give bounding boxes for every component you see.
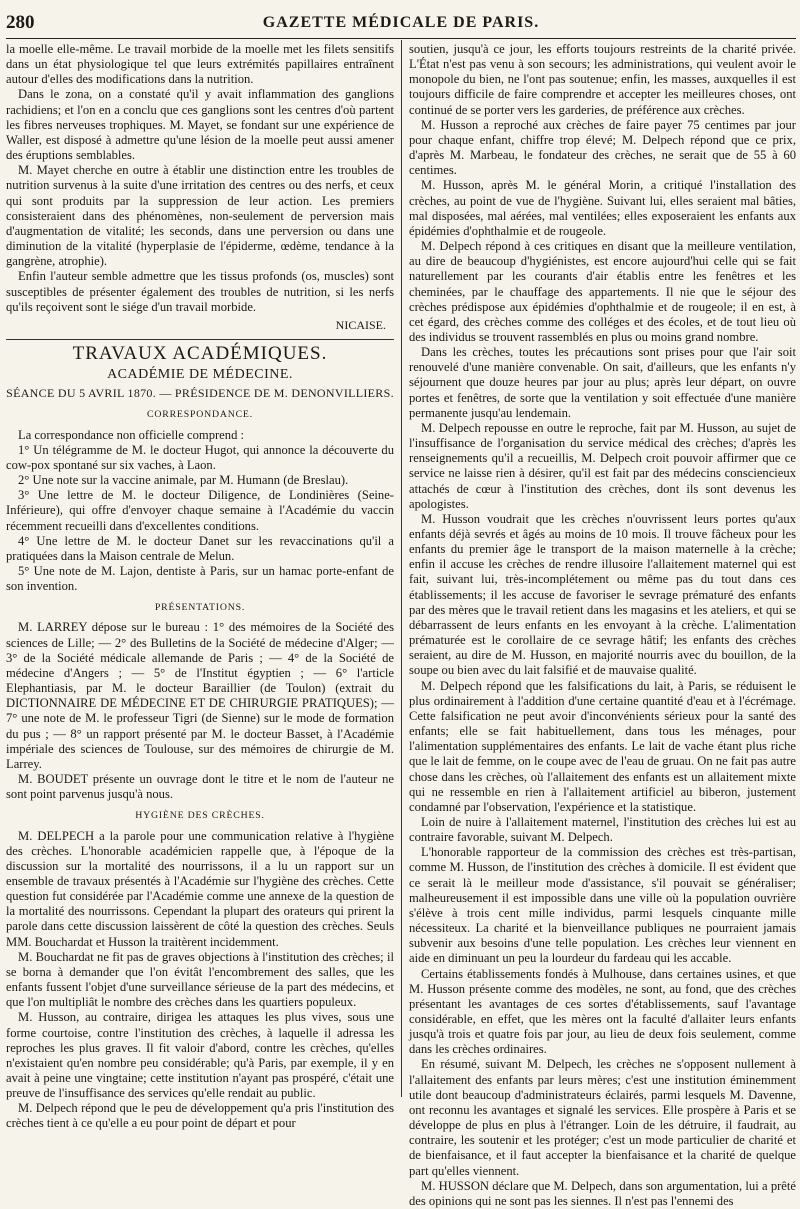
paragraph: M. Mayet cherche en outre à établir une distinction entre les troubles de nutrition survenus à la suite d'une irritation des centres ou des nerfs, et ceux qui sont produits par la suppression de leur action. Les premiers consisteraient dans des phénomènes, non-seulement de perversion mais d'augmentation de vitalité; les seconds, dans une perversion ou dans une diminution de la vitalité (hyperplasie de l'épiderme, œdème, tendance à la gangrène, atrophie). [6, 163, 394, 269]
list-item: 3° Une lettre de M. le docteur Diligence, de Londinières (Seine-Inférieure), qui offre d'envoyer chaque semaine à l'Académie du vaccin récemment recueilli dans d'excellentes conditions. [6, 488, 394, 533]
paragraph: L'honorable rapporteur de la commission des crèches est très-partisan, comme M. Husson, de l'institution des crèches à domicile. Il est évident que ce serait là le meilleur mode d'assistance, s'il pouvait se généraliser; malheureusement il est impossible dans une ville où la population ouvrière s'élève à trois cent mille individus, parmi lesquels cinquante mille nécessiteux. La charité et la bienveillance publiques ne pourraient jamais subvenir aux besoins d'une telle population. Les crèches leur viennent en aide en diminuant un peu la lourdeur du fardeau qui les accable. [409, 845, 796, 966]
running-title: GAZETTE MÉDICALE DE PARIS. [262, 14, 540, 31]
session-heading: SÉANCE DU 5 AVRIL 1870. — PRÉSIDENCE DE M. DENONVILLIERS. [6, 386, 394, 401]
paragraph: M. HUSSON déclare que M. Delpech, dans son argumentation, lui a prêté des opinions qui ne sont pas les siennes. Il n'est pas l'ennemi des [409, 1178, 796, 1208]
column-divider [401, 40, 402, 1097]
paragraph: Enfin l'auteur semble admettre que les tissus profonds (os, muscles) sont susceptibles de présenter également des troubles de nutrition, si les nerfs qu'ils reçoivent sont le siége d'un travail morbide. [6, 269, 394, 314]
paragraph: la moelle elle-même. Le travail morbide de la moelle met les filets sensitifs dans un état physiologique tel que leurs extrémités papillaires entraînent autour d'elles des modifications dans la nutrition. [6, 42, 394, 87]
paragraph: Loin de nuire à l'allaitement maternel, l'institution des crèches lui est au contraire favorable, suivant M. Delpech. [409, 814, 796, 845]
section-title: TRAVAUX ACADÉMIQUES. [72, 342, 328, 364]
list-item: 4° Une lettre de M. le docteur Danet sur les revaccinations qu'il a pratiquées dans la Maison centrale de Melun. [6, 533, 394, 563]
hygiene-heading: HYGIÈNE DES CRÈCHES. [135, 810, 265, 822]
list-item: 1° Un télégramme de M. le docteur Hugot, qui annonce la découverte du cow-pox spontané sur six vaches, à Laon. [6, 442, 394, 472]
author-signature: NICAISE. [335, 317, 386, 332]
paragraph: M. LARREY dépose sur le bureau : 1° des mémoires de la Société des sciences de Lille; — 2° des Bulletins de la Société de médecine d'Alger; — 3° de la Société médicale allemande de Paris ; — 4° de la Société de médecine d'Angers ; — 5° de l'Institut égyptien ; — 6° l'article Elephantiasis, par M. le docteur Baraillier (de Toulon) (extrait du DICTIONNAIRE DE MÉDECINE ET DE CHIRURGIE PRATIQUES); — 7° une note de M. le professeur Tigri (de Sienne) sur le mode de formation du pus ; — 8° un rapport présenté par M. le docteur Basset, à l'Académie impériale des sciences de Toulouse, sur des mémoires de chirurgie de M. Larrey. [6, 620, 394, 771]
paragraph: M. Bouchardat ne fit pas de graves objections à l'institution des crèches; il se borna à demander que l'on évitât l'encombrement des salles, que les enfants fussent l'objet d'une surveillance sérieuse de la part des médecins, et que l'on multipliât le nombre des crèches dans les quartiers populeux. [6, 949, 394, 1010]
paragraph: M. Husson a reproché aux crèches de faire payer 75 centimes par jour pour chaque enfant, chiffre trop élevé; M. Delpech répond que ce prix, d'après M. Marbeau, le fondateur des crèches, ne serait que de 55 à 60 centimes. [409, 117, 796, 178]
list-item: 5° Une note de M. Lajon, dentiste à Paris, sur un hamac porte-enfant de son invention. [6, 564, 394, 594]
list-item: 2° Une note sur la vaccine animale, par M. Humann (de Breslau). [18, 473, 349, 488]
paragraph: M. Delpech répond que les falsifications du lait, à Paris, se réduisent le plus ordinairement à l'addition d'une certaine quantité d'eau et à l'écrémage. Cette falsification ne peut avoir d'inconvénients sérieux pour la santé des enfants; elle se fait habituellement, dans tous les ménages, pour l'alimentation supplémentaires des enfants. Le lait de vache étant plus riche que le lait de femme, on le coupe avec de l'eau de gruau. On ne fait pas autre chose dans les crèches, où l'allaitement des enfants est un allaitement mixte qui ne ressemble en rien à l'allaitement artificiel au biberon, justement condamné par l'observation, l'expérience et la statistique. [409, 678, 796, 814]
paragraph: M. Husson, après M. le général Morin, a critiqué l'installation des crèches, au point de vue de l'hygiène. Suivant lui, elles seraient mal bâties, mal disposées, mal aérées, mal ventilées; elles exposeraient les enfants aux épidémies d'ophthalmie et de rougeole. [409, 178, 796, 238]
paragraph: M. Husson, au contraire, dirigea les attaques les plus vives, sous une forme courtoise, contre l'institution des crèches, à laquelle il adressa les reproches les plus graves. Il fit valoir d'abord, contre les crèches, qu'elles n'existaient qu'en nombre peu considérable; qu'à Paris, par exemple, il y en avait à peine une vingtaine; cette institution n'ayant pas prospéré, c'était une preuve de l'insuffisance des services qu'elle rendait au public. [6, 1010, 394, 1101]
academy-heading: ACADÉMIE DE MÉDECINE. [107, 367, 293, 383]
paragraph: M. Delpech répond à ces critiques en disant que la meilleure ventilation, au dire de beaucoup d'hygiénistes, est encore aujourd'hui celle qui se fait naturellement par les courants d'air établis entre les fenêtres et les cheminées, par le chauffage des appartements. Il nie que le séjour des crèches prédispose aux épidémies d'ophthalmie et de rougeole; il en est, à cet égard, des crèches comme des colléges et des écoles, et de tout lieu où des individus se trouvent rassemblés en plus ou moins grand nombre. [409, 239, 796, 344]
correspondance-heading: CORRESPONDANCE. [147, 409, 253, 421]
paragraph: M. BOUDET présente un ouvrage dont le titre et le nom de l'auteur ne sont point parvenus jusqu'à nous. [6, 772, 394, 802]
paragraph: Dans le zona, on a constaté qu'il y avait inflammation des ganglions rachidiens; et l'on en a conclu que ces ganglions sont les centres d'où partent les fibres nerveuses trophiques. M. Mayet, se fondant sur une expérience de Waller, est disposé à admettre qu'une lésion de la moelle peut aussi amener des éruptions semblables. [6, 87, 394, 163]
paragraph: Certains établissements fondés à Mulhouse, dans certaines usines, et que M. Husson présente comme des modèles, ne sont, au fond, que des crèches présentant les avantages de ces sortes d'établissements, sauf l'avantage considérable, en effet, que les mères ont la faculté d'allaiter leurs enfants jusqu'à trois et quatre fois par jour, au lieu de deux fois seulement, comme dans les crèches ordinaires. [409, 966, 796, 1057]
paragraph: Dans les crèches, toutes les précautions sont prises pour que l'air soit renouvelé d'une manière convenable. On sait, d'ailleurs, que les enfants n'y séjournent que douze heures par jour au plus; après leur départ, on ouvre portes et fenêtres, de sorte que la ventilation y soit effectuée d'une manière permanente jusqu'au lendemain. [409, 345, 796, 420]
paragraph: soutien, jusqu'à ce jour, les efforts toujours restreints de la charité privée. L'État n'est pas venu à son secours; les administrations, qui veulent avoir le monopole du bien, ne l'ont pas soutenue; enfin, les masses, auxquelles il est toujours difficile de faire comprendre et accepter les meilleures choses, ont continué de se porter vers les garderies, de préférence aux crèches. [409, 42, 796, 117]
paragraph: M. DELPECH a la parole pour une communication relative à l'hygiène des crèches. L'honorable académicien rappelle que, à l'époque de la discussion sur la mortalité des nourrissons, il a lu un rapport sur un ensemble de travaux présentés à l'Académie sur l'hygiène des crèches. Cette question fut considérée par l'Académie comme une annexe de la question de la mortalité des nourrissons. Cependant la plupart des orateurs qui prirent la parole dans cette discussion laissèrent de côté la question des crèches. Seuls MM. Bouchardat et Husson la traitèrent incidemment. [6, 828, 394, 949]
presentations-heading: PRÉSENTATIONS. [154, 602, 246, 614]
paragraph: En résumé, suivant M. Delpech, les crèches ne s'opposent nullement à l'allaitement des enfants par leurs mères; c'est une institution éminemment utile dont beaucoup d'administrateurs éclairés, parmi lesquels M. Davenne, ont reconnu les avantages et signalé les services. Elle prospère à Paris et se développe de plus en plus à l'étranger. Loin de les détruire, il faudrait, au contraire, les soutenir et les protéger; c'est un mode particulier de charité et de bienfaisance, et il faut accepter la bienfaisance et la charité de quelque part qu'elles viennent. [409, 1057, 796, 1178]
page-number: 280 [6, 12, 35, 33]
page-header [6, 8, 796, 39]
paragraph: M. Husson voudrait que les crèches n'ouvrissent leurs portes qu'aux enfants déjà sevrés et âgés au moins de 10 mois. Il trouve fâcheux pour les enfants du premier âge le transport de la maison maternelle à la crèche; enfin il accuse les crèches de rendre illusoire l'allaitement maternel qui est fait, suivant lui, très-incomplétement ou même pas du tout dans ces établissements; il les accuse de favoriser le sevrage prématuré des enfants par des mères que le travail retient dans les magasins et les ateliers, et qui se débarrassent de leurs enfants en les envoyant à la crèche. L'alimentation prématurée est le corollaire de ce sevrage hâtif; les enfants des crèches seraient, au dire de M. Husson, en majorité nourris avec du bouillon, de la soupe ou bien avec du lait falsifié et de mauvaise qualité. [409, 511, 796, 678]
paragraph: La correspondance non officielle comprend : [18, 427, 245, 442]
left-column [6, 42, 394, 1131]
section-rule [6, 339, 394, 340]
right-column [409, 42, 796, 1208]
paragraph: M. Delpech repousse en outre le reproche, fait par M. Husson, au sujet de l'insuffisance de l'organisation du service médical des crèches; d'après les renseignements qu'il a recueillis, M. Delpech croit pouvoir affirmer que ce service ne laisse rien à désirer, qu'il est fait par des médecins consciencieux attachés de cœur à l'institution des crèches, dont ils sont devenus les apologistes. [409, 420, 796, 511]
paragraph: M. Delpech répond que le peu de développement qu'a pris l'institution des crèches tient à ce qu'elle a eu pour point de départ et pour [6, 1101, 394, 1131]
